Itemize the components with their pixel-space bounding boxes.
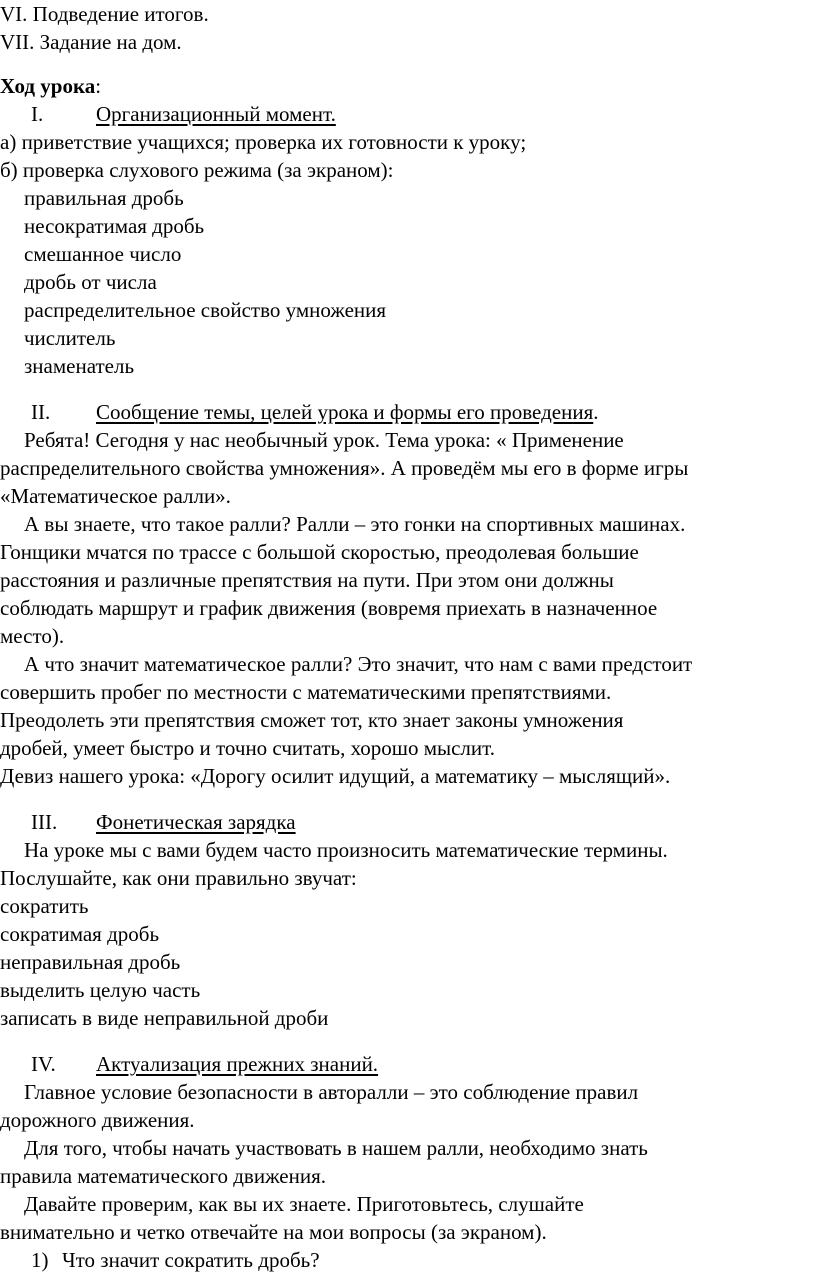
- paragraph-line: Послушайте, как они правильно звучат:: [0, 866, 357, 890]
- section-4-heading: [0, 1050, 378, 1078]
- paragraph-line: Гонщики мчатся по трассе с большой скоростью, преодолевая большие: [0, 540, 639, 564]
- paragraph-line: Давайте проверим, как вы их знаете. Приготовьтесь, слушайте: [24, 1192, 584, 1216]
- term-item: числитель: [24, 326, 116, 350]
- lesson-course-label: Ход урока: [0, 74, 96, 98]
- paragraph-line: Ребята! Сегодня у нас необычный урок. Тема урока: « Применение: [24, 428, 624, 452]
- plan-item-6: VI. Подведение итогов.: [0, 2, 209, 26]
- section-4-title: Актуализация прежних знаний.: [96, 1052, 379, 1076]
- term-item: записать в виде неправильной дроби: [0, 1006, 329, 1030]
- section-2-heading: [0, 398, 598, 426]
- paragraph-line: дорожного движения.: [0, 1108, 195, 1132]
- paragraph-line: совершить пробег по местности с математическими препятствиями.: [0, 680, 612, 704]
- section-4-number: IV.: [31, 1052, 56, 1076]
- lesson-course-colon: :: [95, 74, 102, 98]
- paragraph-line: расстояния и различные препятствия на пути. При этом они должны: [0, 568, 614, 592]
- term-item: сократимая дробь: [0, 922, 160, 946]
- lesson-course-heading: [0, 72, 101, 100]
- section-3-number: III.: [31, 810, 58, 834]
- paragraph-line: А вы знаете, что такое ралли? Ралли – это гонки на спортивных машинах.: [24, 512, 686, 536]
- paragraph-line: дробей, умеет быстро и точно считать, хорошо мыслит.: [0, 736, 495, 760]
- question-item: [31, 1246, 320, 1274]
- term-item: дробь от числа: [24, 270, 157, 294]
- term-item: выделить целую часть: [0, 978, 201, 1002]
- term-item: неправильная дробь: [0, 950, 181, 974]
- term-item: знаменатель: [24, 354, 135, 378]
- paragraph-line: внимательно и четко отвечайте на мои вопросы (за экраном).: [0, 1220, 547, 1244]
- section-2-title: Сообщение темы, целей урока и формы его проведения: [96, 400, 594, 424]
- section-2-number: II.: [31, 400, 51, 424]
- paragraph-line: Для того, чтобы начать участвовать в нашем ралли, необходимо знать: [24, 1136, 648, 1160]
- section-1-number: I.: [31, 102, 44, 126]
- term-item: распределительное свойство умножения: [24, 298, 387, 322]
- section-2-title-end: .: [593, 400, 599, 424]
- section-1-item: а) приветствие учащихся; проверка их готовности к уроку;: [0, 130, 527, 154]
- paragraph-line: распределительного свойства умножения». А проведём мы его в форме игры: [0, 456, 689, 480]
- section-3-heading: [0, 808, 296, 836]
- paragraph-line: правила математического движения.: [0, 1164, 327, 1188]
- paragraph-line: Главное условие безопасности в авторалли – это соблюдение правил: [24, 1080, 639, 1104]
- term-item: сократить: [0, 894, 89, 918]
- term-item: правильная дробь: [24, 186, 184, 210]
- paragraph-line: соблюдать маршрут и график движения (вовремя приехать в назначенное: [0, 596, 658, 620]
- question-text: Что значит сократить дробь?: [62, 1248, 320, 1272]
- paragraph-line: Преодолеть эти препятствия сможет тот, кто знает законы умножения: [0, 708, 624, 732]
- lesson-motto: Девиз нашего урока: «Дорогу осилит идущий, а математику – мыслящий».: [0, 764, 671, 788]
- paragraph-line: место).: [0, 624, 65, 648]
- section-1-heading: [0, 100, 336, 128]
- section-1-title: Организационный момент.: [96, 102, 336, 126]
- plan-item-7: VII. Задание на дом.: [0, 30, 182, 54]
- question-number: 1): [31, 1248, 49, 1272]
- paragraph-line: «Математическое ралли».: [0, 484, 231, 508]
- paragraph-line: А что значит математическое ралли? Это значит, что нам с вами предстоит: [24, 652, 693, 676]
- term-item: несократимая дробь: [24, 214, 205, 238]
- term-item: смешанное число: [24, 242, 182, 266]
- section-3-title: Фонетическая зарядка: [96, 810, 296, 834]
- section-1-item: б) проверка слухового режима (за экраном):: [0, 158, 394, 182]
- paragraph-line: На уроке мы с вами будем часто произносить математические термины.: [24, 838, 668, 862]
